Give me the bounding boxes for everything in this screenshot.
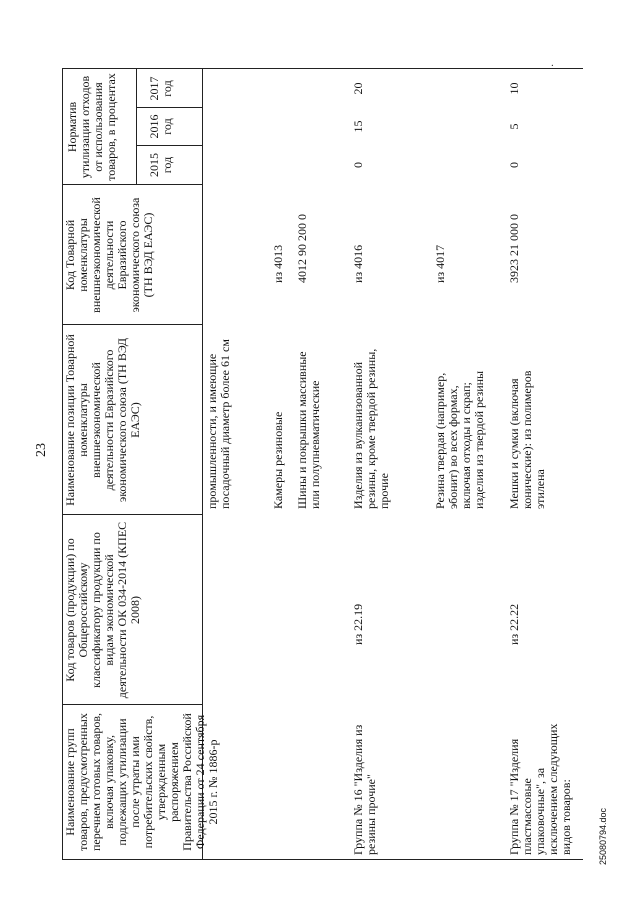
margin-mark: · — [548, 63, 559, 67]
row-kamery-code: из 4013 — [271, 244, 285, 283]
col-sep-2 — [62, 514, 202, 515]
row-rezina-code: из 4017 — [433, 244, 447, 283]
col-sep-3 — [62, 324, 202, 325]
document-id: 25080794.doc — [598, 807, 608, 865]
row-g17-2017: 10 — [507, 82, 521, 95]
header-year-2017: 2017 год — [147, 76, 174, 101]
row-g17-name: Мешки и сумки (включая конические): из полимеров этилена — [507, 370, 547, 509]
header-year-2015: 2015 год — [147, 153, 174, 177]
header-okpd-code: Код товаров (продукции) по Общероссийскому классификатору продукции по видам экономической деятельности ОК 034-2014 (КПЕС 2008) — [63, 521, 142, 699]
row-g16-code: из 4016 — [351, 244, 365, 283]
row-shiny-name: Шины и покрышки массивные или полупневматические — [295, 351, 322, 509]
row-rezina-name: Резина твердая (например, эбонит) во всех формах, включая отходы и скрап; изделия из твердой резины — [433, 370, 486, 509]
col-sep-1 — [62, 704, 202, 705]
table-border-right — [62, 68, 583, 69]
row-g17-2015: 0 — [507, 162, 521, 168]
header-norm: Норматив утилизации отходов от использования товаров, в процентах — [65, 73, 118, 181]
row-shiny-code: 4012 90 200 0 — [295, 214, 309, 283]
row-g16-2017: 20 — [351, 82, 365, 95]
year-sep-2 — [136, 107, 202, 108]
row-g16-name: Изделия из вулканизованной резины, кроме твердой резины, прочие — [351, 348, 391, 509]
year-sep-1 — [136, 145, 202, 146]
row-g16-2016: 15 — [351, 120, 365, 133]
row-g17-code: 3923 21 000 0 — [507, 214, 521, 283]
row-g17-okpd: из 22.22 — [507, 603, 521, 645]
row-continued-name: промышленности, и имеющие посадочный диаметр более 61 см — [205, 339, 232, 509]
row-g16-group: Группа № 16 "Изделия из резины прочие" — [351, 724, 378, 855]
norm-subheader-line — [136, 69, 137, 185]
header-tnved-name: Наименование позиции Товарной номенклатуры внешнеэкономической деятельности Евразийского экономического союза (ТН ВЭД ЕАЭС) — [63, 334, 142, 506]
header-group-name: Наименование групп товаров, предусмотренных перечнем готовых товаров, включая упаковку, подлежащих утилизации после утраты ими потребительских свойств, утвержденным распоряжением Правительства Российской Федерации от 24 сентября 2015 г. № 1886-р — [63, 712, 220, 852]
header-year-2016: 2016 год — [147, 114, 174, 139]
row-kamery-name: Камеры резиновые — [271, 411, 285, 509]
row-g17-group: Группа № 17 "Изделия пластмассовые упаковочные", за исключением следующих видов товаров: — [507, 723, 573, 855]
header-tnved-code: Код Товарной номенклатуры внешнеэкономической деятельности Евразийского экономического союза (ТН ВЭД ЕАЭС) — [63, 197, 155, 313]
col-sep-4 — [62, 184, 202, 185]
row-g16-2015: 0 — [351, 162, 365, 168]
page-number: 23 — [34, 443, 49, 457]
row-g17-2016: 5 — [507, 123, 521, 130]
row-g16-okpd: из 22.19 — [351, 603, 365, 645]
table-border-left — [62, 859, 583, 860]
